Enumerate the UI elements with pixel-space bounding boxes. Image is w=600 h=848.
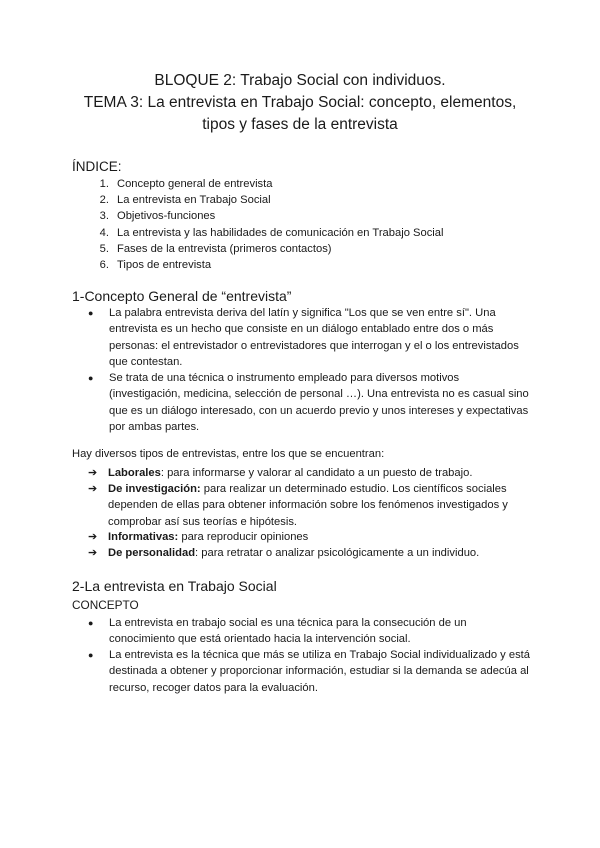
index-item-text: Fases de la entrevista (primeros contactos)	[117, 242, 332, 255]
index-item-number: 2.	[99, 194, 109, 207]
section-1-bullet	[90, 370, 532, 436]
index-item-text: La entrevista y las habilidades de comunicación en Trabajo Social	[117, 226, 444, 239]
title-line-3: tipos y fases de la entrevista	[202, 116, 398, 133]
type-description: para realizar un determinado estudio. Los científicos sociales dependen de ellas para obtener información sobre los fenómenos investigados y comprobar así sus teorías e hipótesis.	[108, 483, 508, 528]
bullet-dot-icon: ●	[88, 650, 94, 660]
bullet-dot-icon: ●	[88, 618, 94, 628]
index-item	[90, 192, 444, 208]
right-arrow-icon: ➔	[88, 547, 98, 559]
index-item-text: Concepto general de entrevista	[117, 178, 273, 190]
index-item-number: 1.	[99, 178, 109, 190]
index-item	[90, 257, 444, 273]
index-item	[90, 241, 444, 257]
index-item	[90, 176, 444, 192]
title-line-1: BLOQUE 2: Trabajo Social con individuos.	[154, 72, 446, 89]
right-arrow-icon: ➔	[88, 531, 98, 543]
bullet-text: La entrevista en trabajo social es una técnica para la consecución de un conocimiento que está orientado hacia la intervención social.	[109, 617, 467, 646]
section-2-subheading: CONCEPTO	[72, 598, 139, 612]
type-description: : para informarse y valorar al candidato a un puesto de trabajo.	[160, 467, 473, 479]
section-2-bullet	[90, 647, 532, 696]
section-1-heading: 1-Concepto General de “entrevista”	[72, 288, 292, 304]
index-item-number: 5.	[99, 242, 109, 255]
bullet-text: La entrevista es la técnica que más se utiliza en Trabajo Social individualizado y está destinada a obtener y proporcionar información, estudiar si la demanda se adecúa al recurso, recoger datos para la evaluación.	[109, 649, 531, 694]
bullet-dot-icon: ●	[88, 308, 94, 318]
bullet-text: La palabra entrevista deriva del latín y significa "Los que se ven entre sí". Una entrevista es un hecho que consiste en un diálogo entablado entre dos o más personas: el entrevistador o entrevistadores que interrogan y el o los entrevistados que contestan.	[109, 307, 519, 369]
types-intro: Hay diversos tipos de entrevistas, entre los que se encuentran:	[72, 448, 385, 460]
bullet-text: Se trata de una técnica o instrumento empleado para diversos motivos (investigación, medicina, selección de personal …). Una entrevista no es casual sino que es un diálogo interesado, con un acuerdo previo y unos intereses y expectativas por ambas partes.	[109, 372, 529, 434]
right-arrow-icon: ➔	[88, 483, 98, 495]
type-item	[90, 529, 532, 545]
index-item	[90, 208, 444, 224]
index-item-number: 6.	[99, 259, 109, 272]
index-item-number: 4.	[99, 226, 109, 239]
title-line-2: TEMA 3: La entrevista en Trabajo Social: concepto, elementos,	[83, 94, 517, 111]
type-description: : para retratar o analizar psicológicamente a un individuo.	[195, 547, 480, 559]
index-item-text: La entrevista en Trabajo Social	[117, 194, 271, 207]
right-arrow-icon: ➔	[88, 467, 98, 479]
index-list	[90, 176, 444, 273]
index-item-text: Tipos de entrevista	[117, 259, 212, 272]
type-label: Informativas:	[108, 531, 179, 543]
type-item	[90, 465, 532, 481]
type-label: De personalidad	[108, 547, 196, 559]
bullet-dot-icon: ●	[88, 373, 94, 383]
type-item	[90, 545, 532, 561]
index-item-text: Objetivos-funciones	[117, 210, 216, 223]
type-label: De investigación:	[108, 483, 201, 495]
type-item	[90, 481, 532, 530]
section-2-heading: 2-La entrevista en Trabajo Social	[72, 578, 277, 594]
type-label: Laborales	[108, 467, 161, 479]
section-1-bullet	[90, 305, 532, 371]
index-heading: ÍNDICE:	[72, 159, 122, 174]
index-item	[90, 225, 444, 241]
section-2-bullet	[90, 615, 532, 648]
type-description: para reproducir opiniones	[178, 531, 309, 543]
index-item-number: 3.	[99, 210, 109, 223]
document-title	[0, 70, 600, 136]
